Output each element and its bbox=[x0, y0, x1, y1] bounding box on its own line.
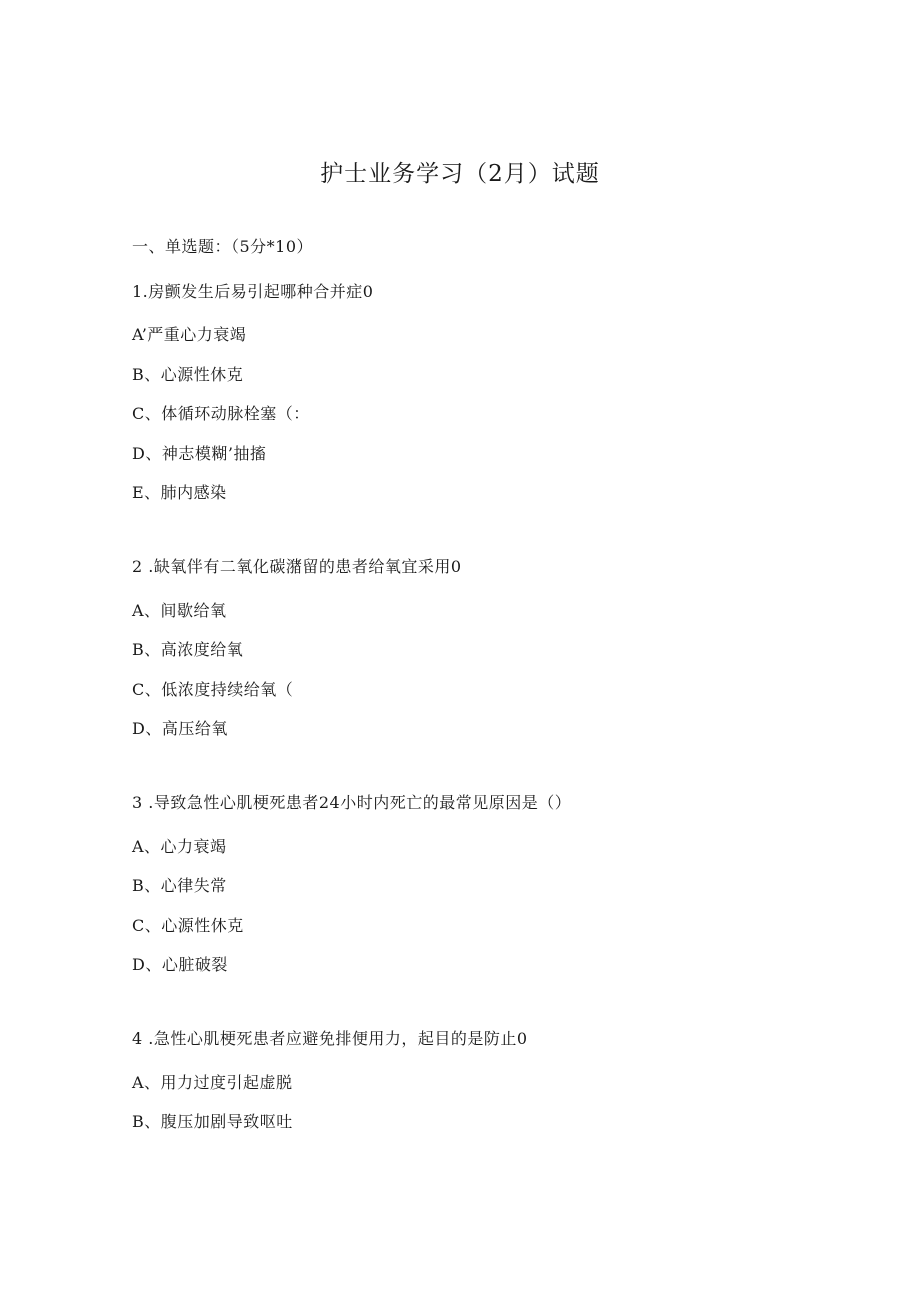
question-4-option-b: B、腹压加剧导致呕吐 bbox=[132, 1112, 293, 1131]
question-3-stem: 3 .导致急性心肌梗死患者24小时内死亡的最常见原因是（） bbox=[132, 793, 572, 812]
question-1-option-d: D、神志模糊’抽搐 bbox=[132, 444, 267, 463]
question-2-option-b: B、高浓度给氧 bbox=[132, 640, 244, 659]
question-1-option-c: C、体循环动脉栓塞（： bbox=[132, 404, 310, 423]
question-4-stem: 4 .急性心肌梗死患者应避免排便用力，起目的是防止0 bbox=[132, 1029, 528, 1048]
question-1-option-a: A’严重心力衰竭 bbox=[132, 325, 247, 344]
question-3-option-b: B、心律失常 bbox=[132, 876, 227, 895]
question-1-stem: 1.房颤发生后易引起哪种合并症0 bbox=[132, 282, 374, 301]
page-title: 护士业务学习（2月）试题 bbox=[320, 161, 600, 187]
question-2-option-d: D、高压给氧 bbox=[132, 719, 228, 738]
section-heading: 一、单选题：（5分*10） bbox=[132, 237, 314, 256]
question-3-option-a: A、心力衰竭 bbox=[132, 837, 227, 856]
question-2-option-c: C、低浓度持续给氧（ bbox=[132, 680, 294, 699]
question-3-option-d: D、心脏破裂 bbox=[132, 955, 228, 974]
question-1-option-b: B、心源性休克 bbox=[132, 365, 244, 384]
question-2-option-a: A、间歇给氧 bbox=[132, 601, 227, 620]
question-2-stem: 2 .缺氧伴有二氧化碳潴留的患者给氧宜采用0 bbox=[132, 557, 462, 576]
question-4-option-a: A、用力过度引起虚脱 bbox=[132, 1073, 293, 1092]
question-1-option-e: E、肺内感染 bbox=[132, 483, 227, 502]
question-3-option-c: C、心源性休克 bbox=[132, 916, 244, 935]
